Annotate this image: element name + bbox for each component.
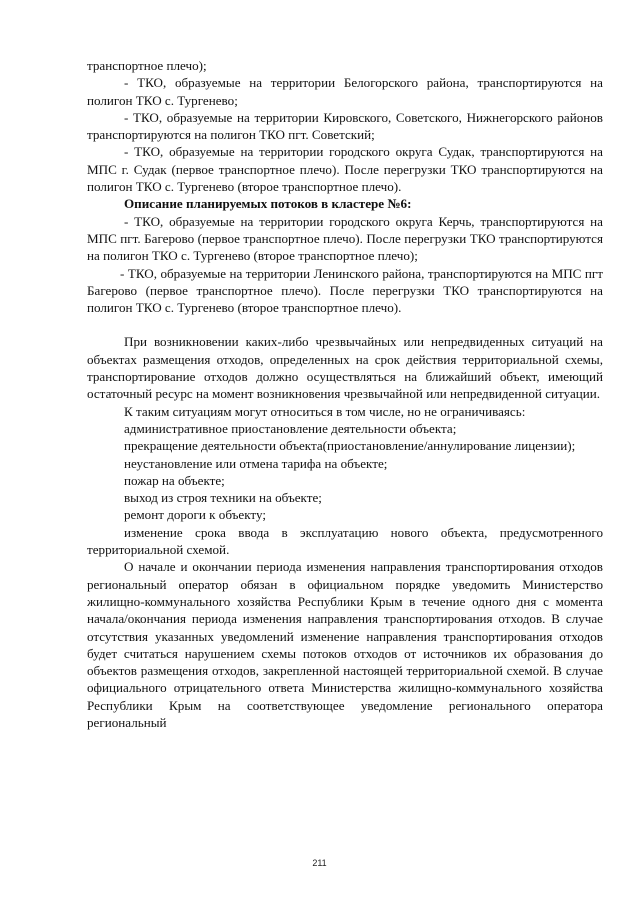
paragraph-emergency: При возникновении каких-либо чрезвычайных или непредвиденных ситуаций на объектах размещения отходов, определенных на срок действия территориальной схемы, транспортирование отходов должно осуществляться на ближайший объект, имеющий остаточный ресурс на момент возникновения чрезвычайной или непредвиденной ситуации. [87, 334, 603, 402]
spacer [87, 316, 603, 333]
paragraph-kirovsk: - ТКО, образуемые на территории Кировского, Советского, Нижнегорского районов транспортируются на полигон ТКО пгт. Советский; [87, 109, 603, 143]
paragraph-situations-intro: К таким ситуациям могут относиться в том числе, но не ограничиваясь: [124, 403, 526, 419]
list-item: изменение срока ввода в эксплуатацию нового объекта, предусмотренного территориальной схемой. [87, 524, 603, 558]
document-page [87, 57, 603, 731]
cluster-6-heading: Описание планируемых потоков в кластере №6: [124, 196, 412, 212]
paragraph-belogorsk: - ТКО, образуемые на территории Белогорского района, транспортируются на полигон ТКО с. Тургенево; [87, 75, 603, 108]
paragraph-continuation: транспортное плечо); [87, 58, 207, 73]
list-item: выход из строя техники на объекте; [124, 490, 322, 506]
page-number: 211 [312, 858, 327, 868]
list-item: прекращение деятельности объекта(приостановление/аннулирование лицензии); [124, 438, 576, 454]
paragraph-notification: О начале и окончании периода изменения направления транспортирования отходов региональный оператор обязан в официальном порядке уведомить Министерство жилищно-коммунального хозяйства Республики Крым в течение одного дня с момента начала/окончания периода изменения направления транспортирования отходов. В случае отсутствия указанных уведомлений изменение направления транспортирования отходов будет считаться нарушением схемы потоков отходов от источников их образования до объектов размещения отходов, закрепленной настоящей территориальной схемой. В случае официального отрицательного ответа Министерства жилищно-коммунального хозяйства Республики Крым на соответствующее уведомление регионального оператора региональный [87, 559, 603, 730]
list-item: пожар на объекте; [124, 472, 225, 488]
paragraph-sudak: - ТКО, образуемые на территории городского округа Судак, транспортируются на МПС г. Судак (первое транспортное плечо). После перегрузки ТКО транспортируются на полигон ТКО с. Тургенево (второе транспортное плечо). [87, 144, 603, 195]
list-item: ремонт дороги к объекту; [124, 507, 266, 523]
paragraph-kerch: - ТКО, образуемые на территории городского округа Керчь, транспортируются на МПС пгт. Багерово (первое транспортное плечо). После перегрузки ТКО транспортируются на полигон ТКО с. Тургенево (второе транспортное плечо); [87, 213, 603, 264]
list-item: административное приостановление деятельности объекта; [124, 420, 457, 436]
paragraph-leninsky: - ТКО, образуемые на территории Ленинского района, транспортируются на МПС пгт Багерово (первое транспортное плечо). После перегрузки ТКО транспортируются на полигон ТКО с. Тургенево (второе транспортное плечо). [87, 265, 603, 316]
list-item: неустановление или отмена тарифа на объекте; [124, 455, 388, 471]
